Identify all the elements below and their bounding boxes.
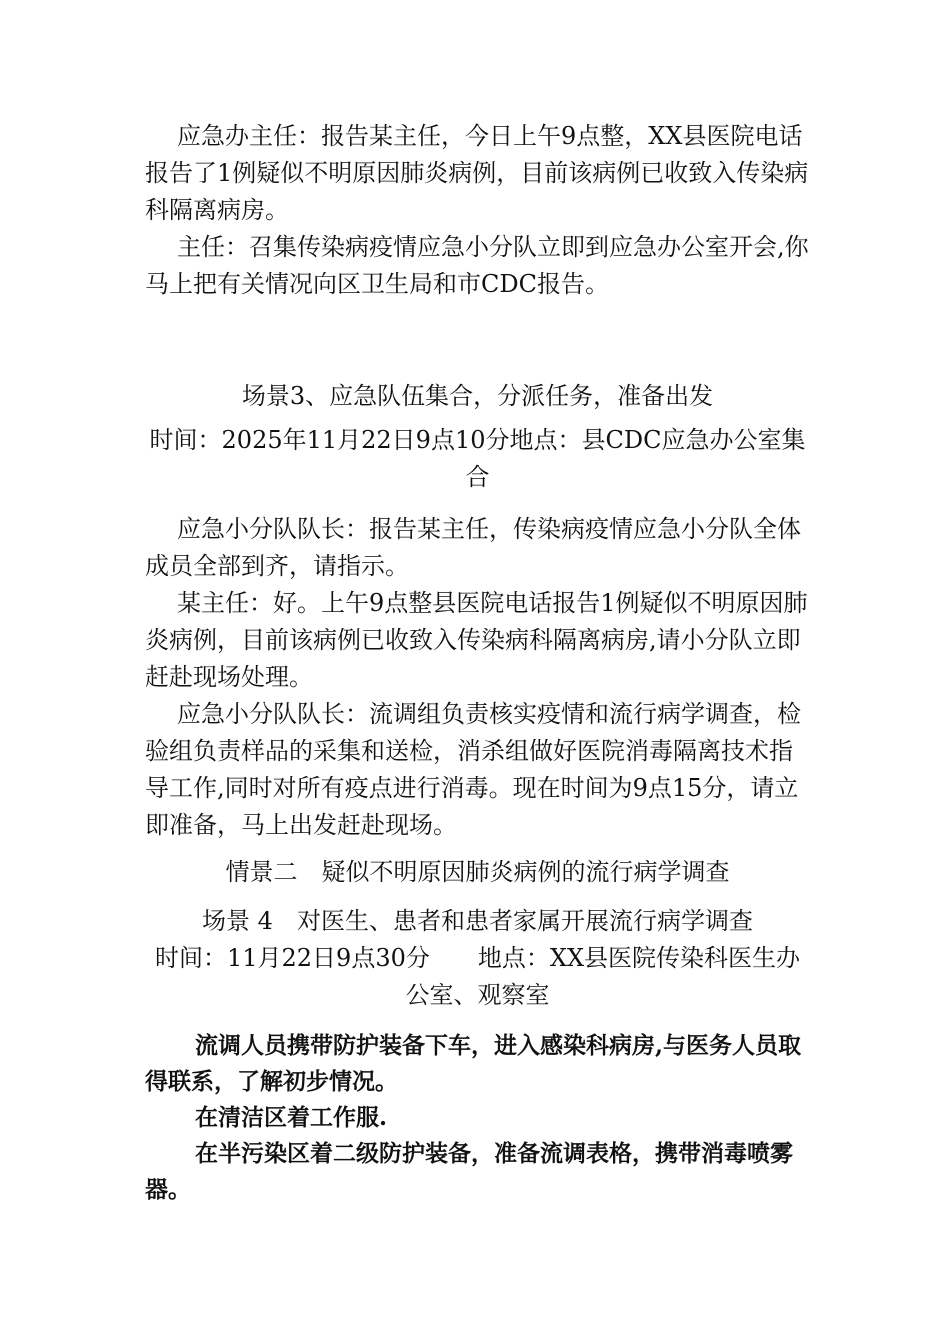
paragraph-semi-contaminated-zone: 在半污染区着二级防护装备，准备流调表格，携带消毒喷雾器。 <box>145 1140 793 1203</box>
paragraph-team-leader-report: 应急小分队队长：报告某主任，传染病疫情应急小分队全体成员全部到齐，请指示。 <box>145 515 801 580</box>
situation-2-heading: 情景二 疑似不明原因肺炎病例的流行病学调查 <box>225 858 730 886</box>
paragraph-team-leader-assignment: 应急小分队队长：流调组负责核实疫情和流行病学调查，检验组负责样品的采集和送检，消杀组做好医院消毒隔离技术指导工作,同时对所有疫点进行消毒。现在时间为9点15分，请立即准备，马上出发赶赴现场。 <box>145 700 801 839</box>
paragraph-office-director-report: 应急办主任：报告某主任，今日上午9点整，XX县医院电话报告了1例疑似不明原因肺炎病例，目前该病例已收致入传染病科隔离病房。 <box>145 122 809 224</box>
paragraph-director-instruction: 主任：召集传染病疫情应急小分队立即到应急办公室开会,你马上把有关情况向区卫生局和市CDC报告。 <box>145 233 809 298</box>
paragraph-director-response: 某主任：好。上午9点整县医院电话报告1例疑似不明原因肺炎病例，目前该病例已收致入传染病科隔离病房,请小分队立即赶赴现场处理。 <box>145 589 808 691</box>
scene-3-time-place: 时间：2025年11月22日9点10分地点：县CDC应急办公室集合 <box>149 426 806 491</box>
scene-4-time-place: 时间：11月22日9点30分 地点：XX县医院传染科医生办公室、观察室 <box>154 944 801 1009</box>
document-page <box>145 118 810 1208</box>
paragraph-investigators-arrive: 流调人员携带防护装备下车，进入感染科病房,与医务人员取得联系，了解初步情况。 <box>145 1032 802 1095</box>
paragraph-clean-zone: 在清洁区着工作服. <box>195 1104 388 1131</box>
scene-3-heading: 场景3、应急队伍集合，分派任务，准备出发 <box>241 382 714 410</box>
scene-4-heading: 场景 4 对医生、患者和患者家属开展流行病学调查 <box>202 907 753 935</box>
